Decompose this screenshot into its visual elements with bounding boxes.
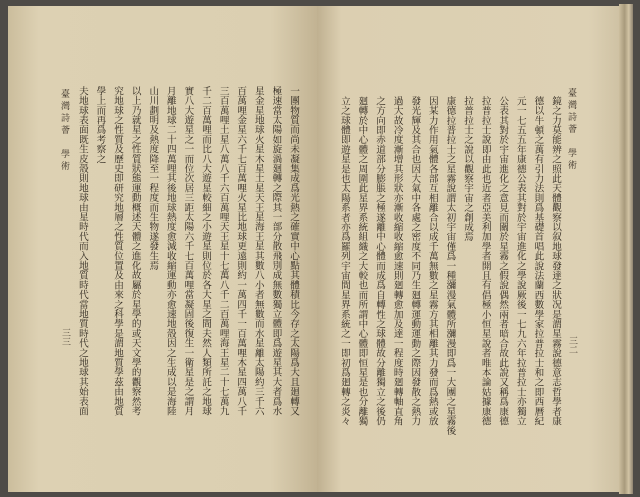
text-column: 夫地球表面既生皮殼則地球由星時代而入地質時代當地質時代之地球其始表面 bbox=[76, 86, 88, 416]
page-edges bbox=[619, 4, 633, 494]
right-page-header: 臺灣詩薈 學術 bbox=[566, 88, 576, 172]
text-column: 以上乃就星之性質狀態運動概述天體之進化故屬於星學的或天文學的觀察然考 bbox=[129, 86, 141, 416]
text-column: 立之球體即遊星是也太陽系者亦爲羅列宇宙間星界系統之一即初爲廻轉之炎々 bbox=[338, 96, 350, 426]
left-page-number: 三三 bbox=[60, 328, 70, 346]
text-column: 三百萬哩土星八萬八千六百萬哩天王星十七萬八千二百萬哩海王星二十七萬九 bbox=[217, 86, 229, 416]
text-column: 過大故冷度漸增其形狀亦漸收縮收縮愈速則廻轉愈加及達一程度時廻轉軸直角 bbox=[391, 96, 403, 426]
text-column: 康德拉普拉士之星霧說謂太初宇宙僅爲一種瀰漫氣體所瀰漫即爲一大團之星霧後 bbox=[444, 96, 456, 436]
text-column: 發光輝及其合也因大氣中各處之密度不同乃生廻轉運動運動之際因發散之熱力 bbox=[409, 96, 421, 426]
text-column: 因某力作用氣體各部互相離合以成千萬無數之星霧方其相離其力發而爲熱或放 bbox=[426, 96, 438, 426]
text-column: 極速當太陽如旋渦廻轉之際其一部分散飛別成無數獨立體即爲遊星其大者爲水 bbox=[270, 86, 282, 416]
left-page-header: 臺灣詩薈 學術 bbox=[59, 89, 69, 173]
text-column: 百萬哩金星六千七百萬哩火星比地球更遠則約一萬四千一百萬哩木星四萬八千 bbox=[235, 86, 247, 416]
text-column: 究地球之性質及歷史即研究地層之性質位置及由來之科學是謂地質學茲由地質 bbox=[112, 86, 124, 416]
text-column: 元一七五五年康德公表其對於宇宙進化之學說厥後一七九六年拉普拉士亦獨立 bbox=[514, 96, 526, 426]
text-column: 鏡之力莫能辨之照此天體觀察以叙地球發達之狀况是謂星霧說德意志哲學者康 bbox=[550, 96, 561, 426]
right-page-text bbox=[335, 96, 564, 436]
text-column: 學上而再爲考察之 bbox=[94, 86, 106, 164]
text-column: 千二百萬哩而比八大遊星較細之小遊星則位於各大星之間夫然人類所託之地球 bbox=[200, 86, 212, 416]
text-column: 拉普拉士說即由此也近者亞美利加學者開且有倡極小恒星說者唯本論姑據康德 bbox=[479, 96, 491, 426]
text-column: 之方向即赤道部分膨脹之極遂離中心體而成爲自轉性之球體故分離獨立之後仍 bbox=[374, 96, 386, 426]
text-column: 德以牛頓之萬有引力法則爲基礎首唱此說法蘭西數學家拉普拉士和之即西曆紀 bbox=[532, 96, 544, 426]
text-column: 實八大遊星之一而位次居三距太陽六千七百萬哩當凝固後復生一衛星是之謂月 bbox=[182, 86, 194, 416]
left-page bbox=[8, 6, 317, 492]
text-column: 一團物質而尚未凝集成爲光熱之確實中心點其體積比今存之太陽爲大且廻轉又 bbox=[288, 86, 299, 416]
text-column: 公表其對於宇宙進化之意見而關於星霧之假說偶然兩者暗合故此說又稱爲康德 bbox=[497, 96, 509, 426]
text-column: 月離地球二十四萬哩其後地球熱度愈減收縮運動亦愈速地殼因之生成以是海陸 bbox=[164, 86, 176, 416]
left-page-text bbox=[73, 86, 302, 431]
right-page-number: 三二 bbox=[567, 336, 577, 354]
text-column: 廻轉於中心體之周圍此星界系統組織之大較也而所謂中心體即恒星是也分離獨 bbox=[356, 96, 368, 426]
text-column: 星金星地球火星木星土星天王星海王星其數八小者無數而水星離太陽約三千六 bbox=[252, 86, 264, 416]
text-column: 山川劃明及熱度降至一程度而生物遂發生焉 bbox=[147, 86, 159, 271]
text-column: 拉普拉士之說以觀察宇宙之創成焉 bbox=[462, 96, 474, 242]
right-page bbox=[317, 6, 619, 492]
